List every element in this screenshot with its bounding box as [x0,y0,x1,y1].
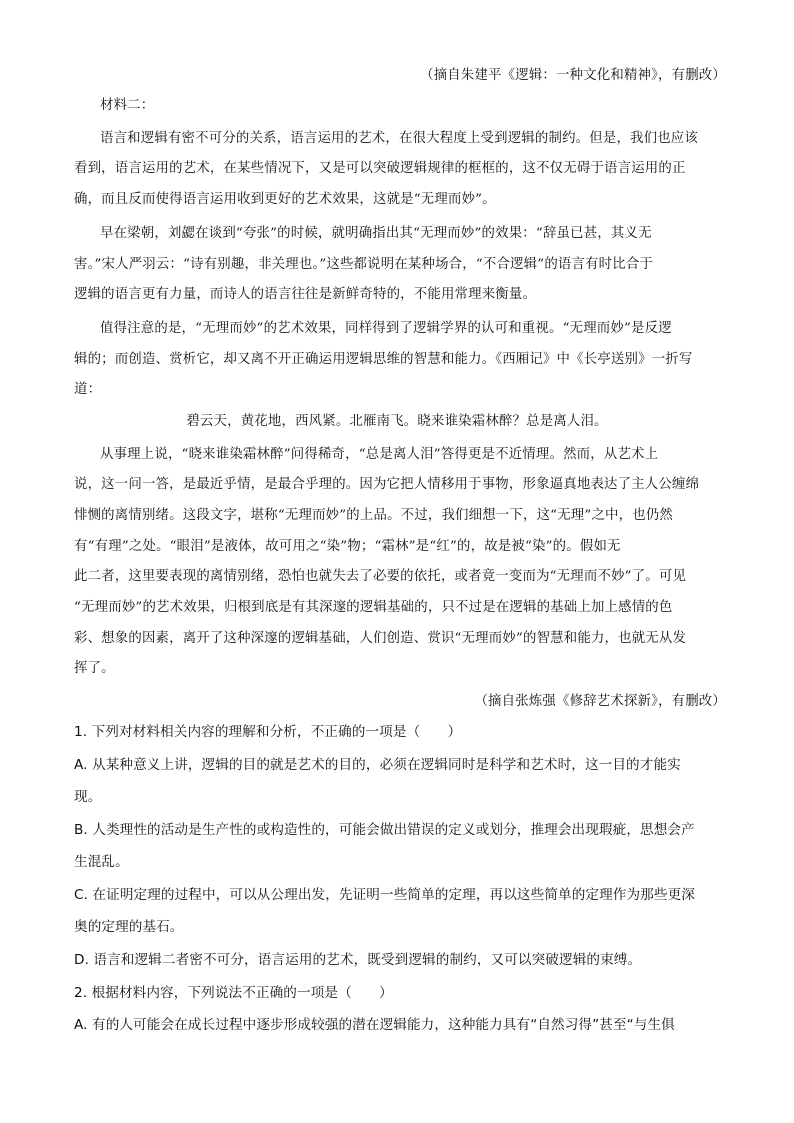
source-citation-2: （摘自张炼强《修辞艺术探新》，有删改） [474,694,726,709]
paragraph-line: 语言和逻辑有密不可分的关系，语言运用的艺术，在很大程度上受到逻辑的制约。但是，我们也应该 [100,131,698,146]
question-1-option-c: C. 在证明定理的过程中，可以从公理出发，先证明一些简单的定理，再以这些简单的定理作为那些更深 [74,887,695,903]
material-heading: 材料二： [100,98,155,113]
paragraph-line: 说，这一问一答，是最近乎情，是最合乎理的。因为它把人情移用于事物，形象逼真地表达了主人公缠绵 [74,477,700,492]
question-1-option-a: A. 从某种意义上讲，逻辑的目的就是艺术的目的，必须在逻辑同时是科学和艺术时，这一目的才能实 [74,757,681,773]
paragraph-line: 悱恻的离情别绪。这段文字，堪称“无理而妙”的上品。不过，我们细想一下，这“无理”之中，也仍然 [74,508,673,523]
question-1-stem: 1. 下列对材料相关内容的理解和分析，不正确的一项是（ ） [74,724,462,740]
source-citation-1: （摘自朱建平《逻辑：一种文化和精神》，有删改） [420,68,726,83]
paragraph-line: 辑的；而创造、赏析它，却又离不开正确运用逻辑思维的智慧和能力。《西厢记》中《长亭送别》一折写 [74,352,693,367]
paragraph-line: 此二者，这里要表现的离情别绪，恐怕也就失去了必要的依托，或者竟一变而为“无理而不妙”了。可见 [74,569,687,584]
paragraph-line: 从事理上说，“晓来谁染霜林醉”问得稀奇，“总是离人泪”答得更是不近情理。然而，从艺术上 [100,447,659,462]
paragraph-line: 值得注意的是，“无理而妙”的艺术效果，同样得到了逻辑学界的认可和重视。“无理而妙”是反逻 [100,321,672,336]
paragraph-line: 逻辑的语言更有力量，而诗人的语言往往是新鲜奇特的，不能用常理来衡量。 [74,287,537,302]
paragraph-line: 道： [74,382,102,397]
question-1-option-d: D. 语言和逻辑二者密不可分，语言运用的艺术，既受到逻辑的制约，又可以突破逻辑的束缚。 [74,952,642,968]
paragraph-line: 彩、想象的因素，离开了这种深邃的逻辑基础，人们创造、赏识“无理而妙”的智慧和能力，也就无从发 [74,631,687,646]
paragraph-line: “无理而妙”的艺术效果，归根到底是有其深邃的逻辑基础的，只不过是在逻辑的基础上加上感情的色 [74,600,673,615]
paragraph-line: 挥了。 [74,661,115,676]
question-1-option-c-cont: 奥的定理的基石。 [74,919,184,935]
question-2-option-a: A. 有的人可能会在成长过程中逐步形成较强的潜在逻辑能力，这种能力具有“自然习得”甚至“与生俱 [74,1017,675,1033]
paragraph-line: 看到，语言运用的艺术，在某些情况下，又是可以突破逻辑规律的框框的，这不仅无碍于语言运用的正 [74,161,686,176]
question-1-option-b: B. 人类理性的活动是生产性的或构造性的，可能会做出错误的定义或划分，推理会出现瑕疵，思想会产 [74,822,695,838]
paragraph-line: 确，而且反而使得语言运用收到更好的艺术效果，这就是“无理而妙”。 [74,192,496,207]
question-1-option-a-cont: 现。 [74,789,102,805]
paragraph-line: 早在梁朝，刘勰在谈到“夸张”的时候，就明确指出其“无理而妙”的效果：“辞虽已甚，其义无 [100,226,652,241]
paragraph-line: 有“有理”之处。“眼泪”是液体，故可用之“染”物；“霜林”是“红”的，故是被“染”的。假如无 [74,539,621,554]
question-2-stem: 2. 根据材料内容，下列说法不正确的一项是（ ） [74,985,393,1001]
poem-quote: 碧云天，黄花地，西风紧。北雁南飞。晓来谁染霜林醉？总是离人泪。 [186,414,608,429]
paragraph-line: 害。”宋人严羽云：“诗有别趣，非关理也。”这些都说明在某种场合，“不合逻辑”的语言有时比合于 [74,257,654,272]
question-1-option-b-cont: 生混乱。 [74,854,129,870]
